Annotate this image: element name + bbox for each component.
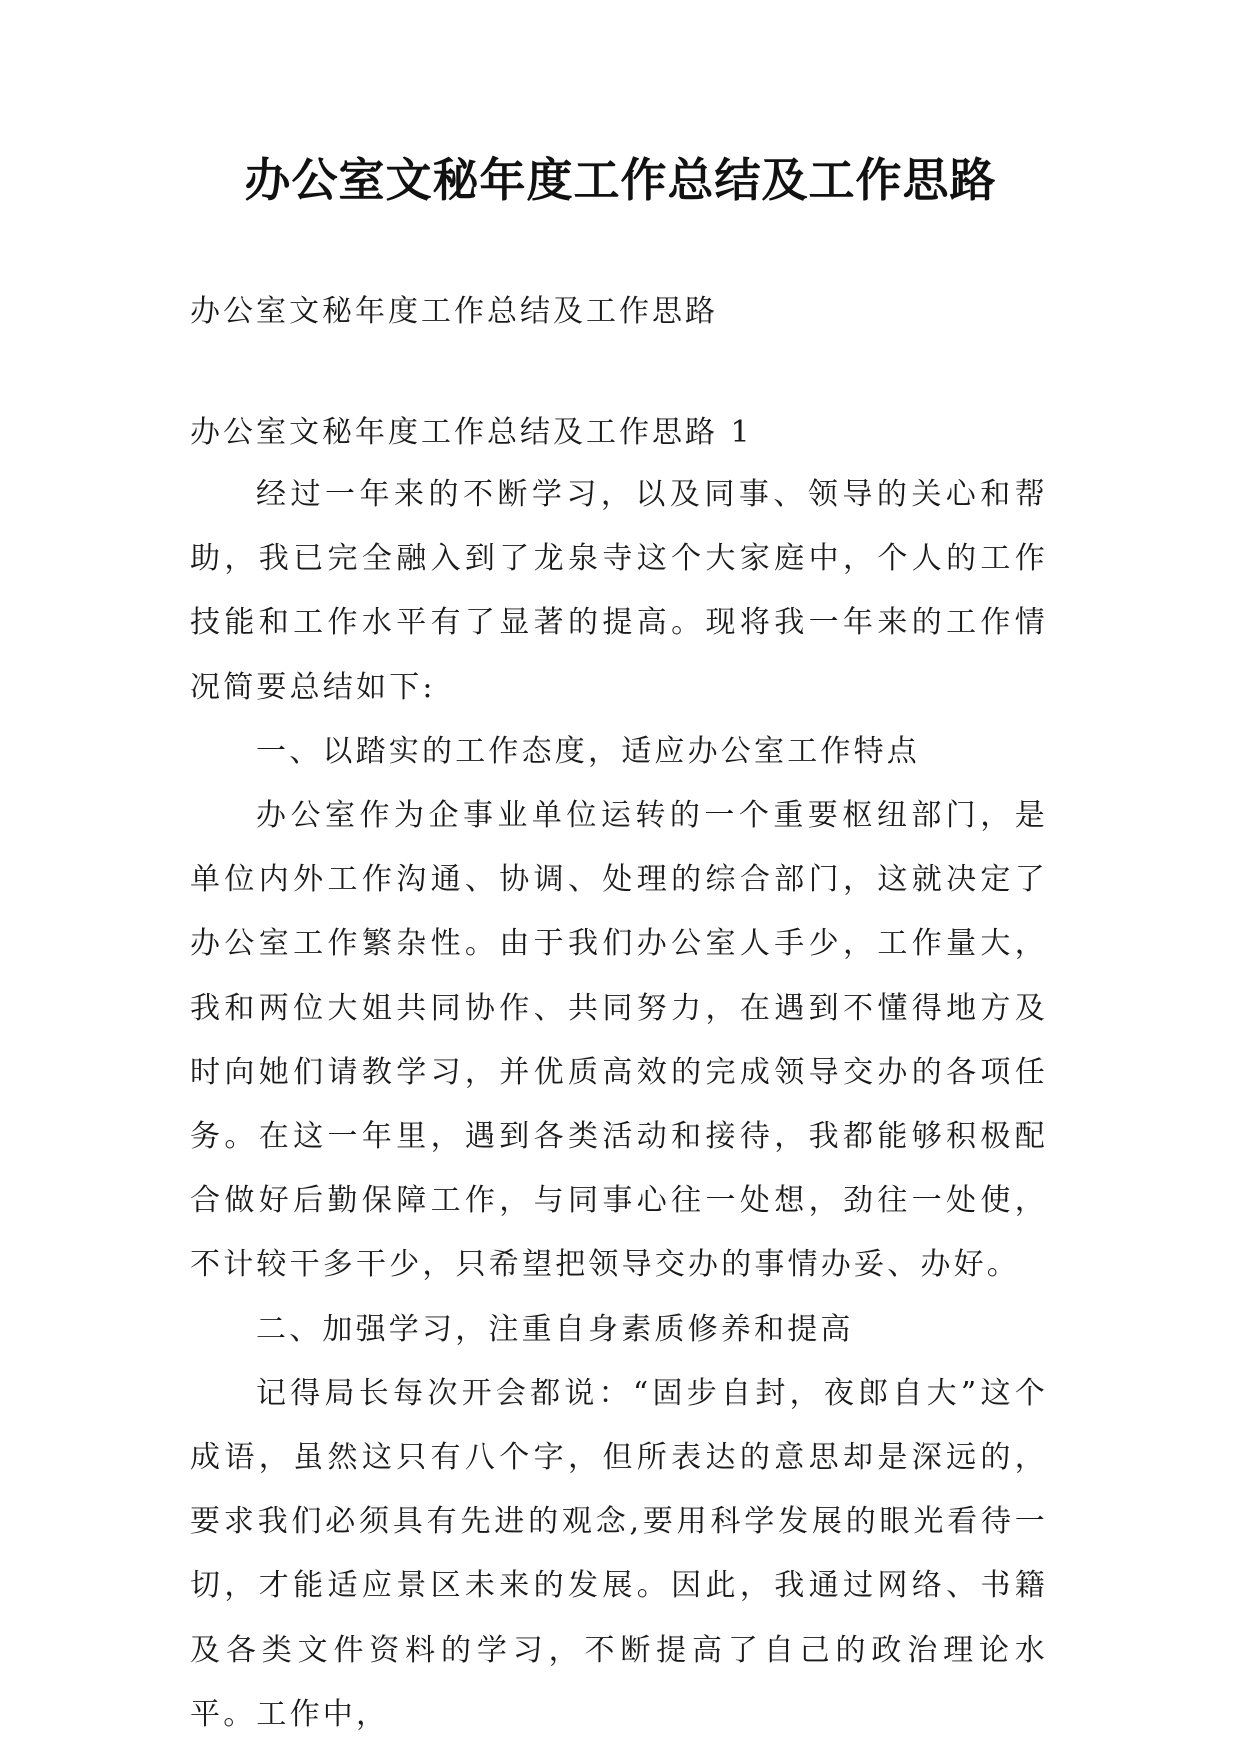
paragraph-office-role: 办公室作为企事业单位运转的一个重要枢纽部门，是单位内外工作沟通、协调、处理的综合部门，这就决定了办公室工作繁杂性。由于我们办公室人手少，工作量大，我和两位大姐共同协作、共同努力，在遇到不懂得地方及时向她们请教学习，并优质高效的完成领导交办的各项任务。在这一年里，遇到各类活动和接待，我都能够积极配合做好后勤保障工作，与同事心往一处想，劲往一处使，不计较干多干少，只希望把领导交办的事情办妥、办好。 bbox=[190, 798, 1048, 1283]
paragraph-intro: 经过一年来的不断学习，以及同事、领导的关心和帮助，我已完全融入到了龙泉寺这个大家庭中，个人的工作技能和工作水平有了显著的提高。现将我一年来的工作情况简要总结如下: bbox=[190, 477, 1048, 705]
paragraph-learning: 记得局长每次开会都说：“固步自封，夜郎自大”这个成语，虽然这只有八个字，但所表达的意思却是深远的，要求我们必须具有先进的观念,要用科学发展的眼光看待一切，才能适应景区未来的发展。因此，我通过网络、书籍及各类文件资料的学习，不断提高了自己的政治理论水平。工作中， bbox=[190, 1375, 1048, 1732]
section-heading: 办公室文秘年度工作总结及工作思路 1 bbox=[190, 415, 753, 450]
paragraph-heading-1: 一、以踏实的工作态度，适应办公室工作特点 bbox=[256, 733, 920, 769]
document-body bbox=[190, 463, 1048, 1747]
document-subtitle: 办公室文秘年度工作总结及工作思路 bbox=[190, 294, 718, 329]
paragraph-heading-2: 二、加强学习，注重自身素质修养和提高 bbox=[256, 1311, 854, 1347]
document-title: 办公室文秘年度工作总结及工作思路 bbox=[244, 153, 997, 207]
